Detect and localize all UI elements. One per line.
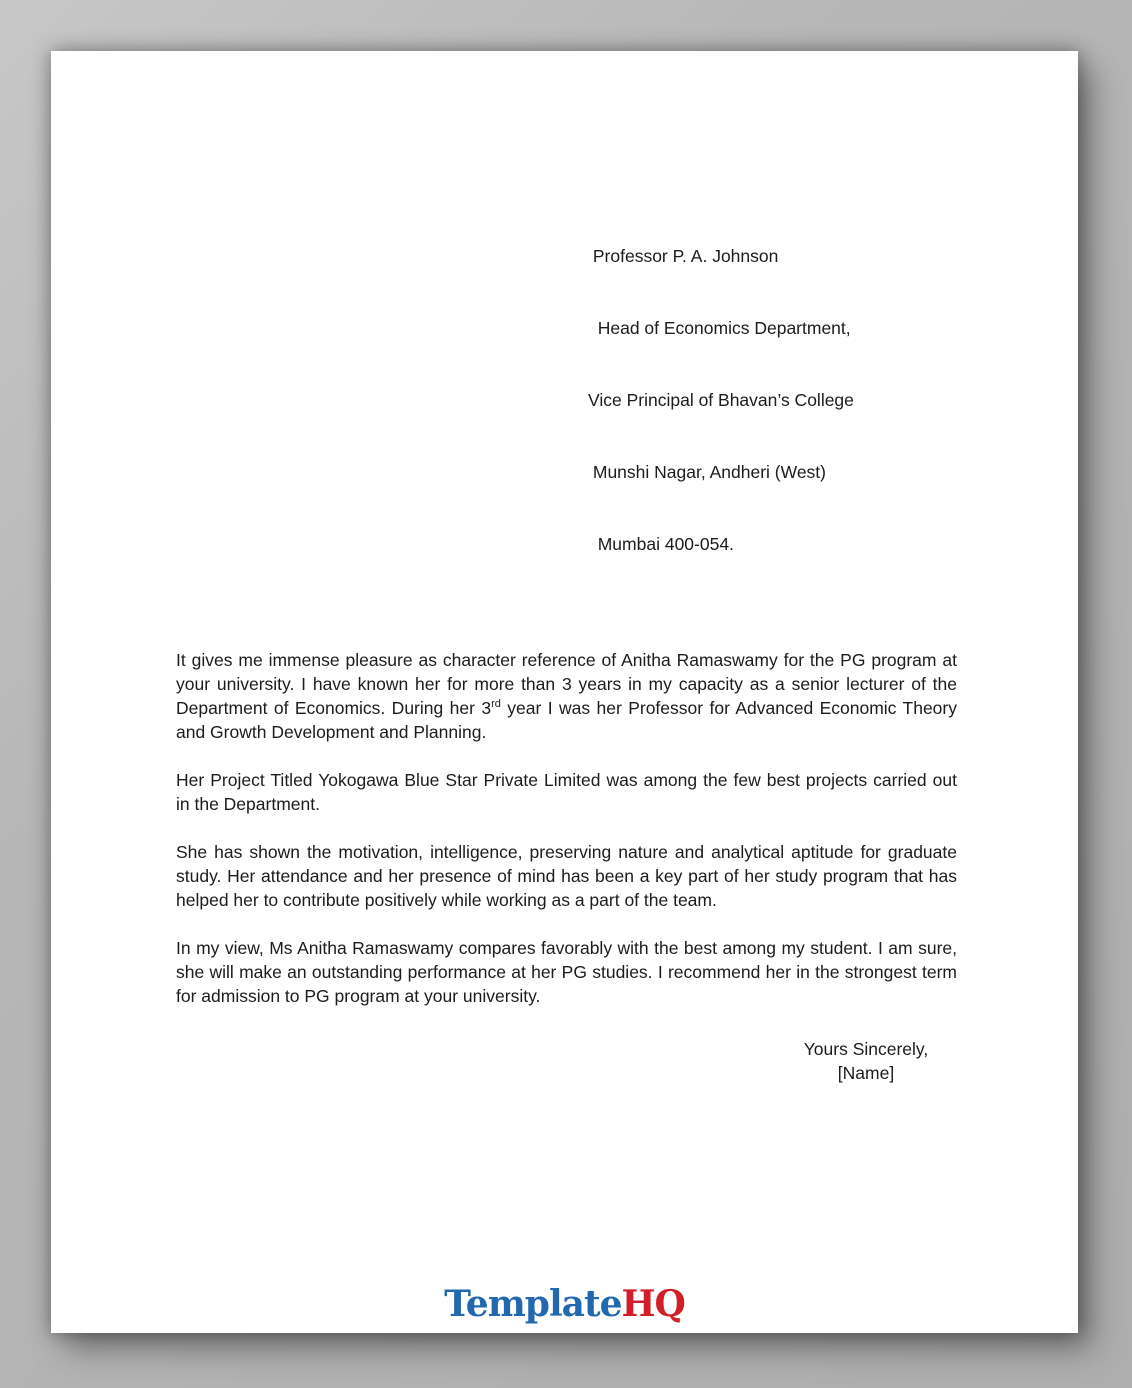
letter-page xyxy=(51,51,1078,1333)
closing-salutation: Yours Sincerely, xyxy=(803,1039,929,1059)
sender-address-block xyxy=(588,196,1078,604)
paragraph-introduction-text: It gives me immense pleasure as character reference of Anitha Ramaswamy for the PG program at your university. I have known her for more than 3 years in my capacity as a senior lecturer of the Department of Economics. During her 3 xyxy=(176,650,957,718)
logo-hq: HQ xyxy=(621,1283,685,1326)
paragraph-introduction xyxy=(176,648,957,744)
logo-template: Template xyxy=(444,1283,622,1326)
letter-body xyxy=(176,648,957,1085)
sender-city: Mumbai 400-054. xyxy=(588,534,734,554)
sender-title: Head of Economics Department, xyxy=(588,318,851,338)
sender-street: Munshi Nagar, Andheri (West) xyxy=(588,462,826,482)
paragraph-qualities: She has shown the motivation, intelligence, preserving nature and analytical aptitude for graduate study. Her attendance and her presence of mind has been a key part of her study program that has helped her to contribute positively while working as a part of the team. xyxy=(176,842,957,910)
signature-name-placeholder: [Name] xyxy=(837,1063,895,1083)
ordinal-superscript: rd xyxy=(491,698,501,711)
sender-role: Vice Principal of Bhavan’s College xyxy=(588,390,854,410)
closing-block xyxy=(651,1037,1081,1085)
templatehq-logo xyxy=(51,1285,1078,1325)
sender-name: Professor P. A. Johnson xyxy=(588,246,779,266)
paragraph-project: Her Project Titled Yokogawa Blue Star Private Limited was among the few best projects carried out in the Department. xyxy=(176,770,957,814)
paragraph-introduction-text-cont: year I was her Professor for Advanced Economic Theory and Growth Development and Planning. xyxy=(176,698,957,742)
paragraph-recommendation: In my view, Ms Anitha Ramaswamy compares favorably with the best among my student. I am sure, she will make an outstanding performance at her PG studies. I recommend her in the strongest term for admission to PG program at your university. xyxy=(176,938,957,1006)
